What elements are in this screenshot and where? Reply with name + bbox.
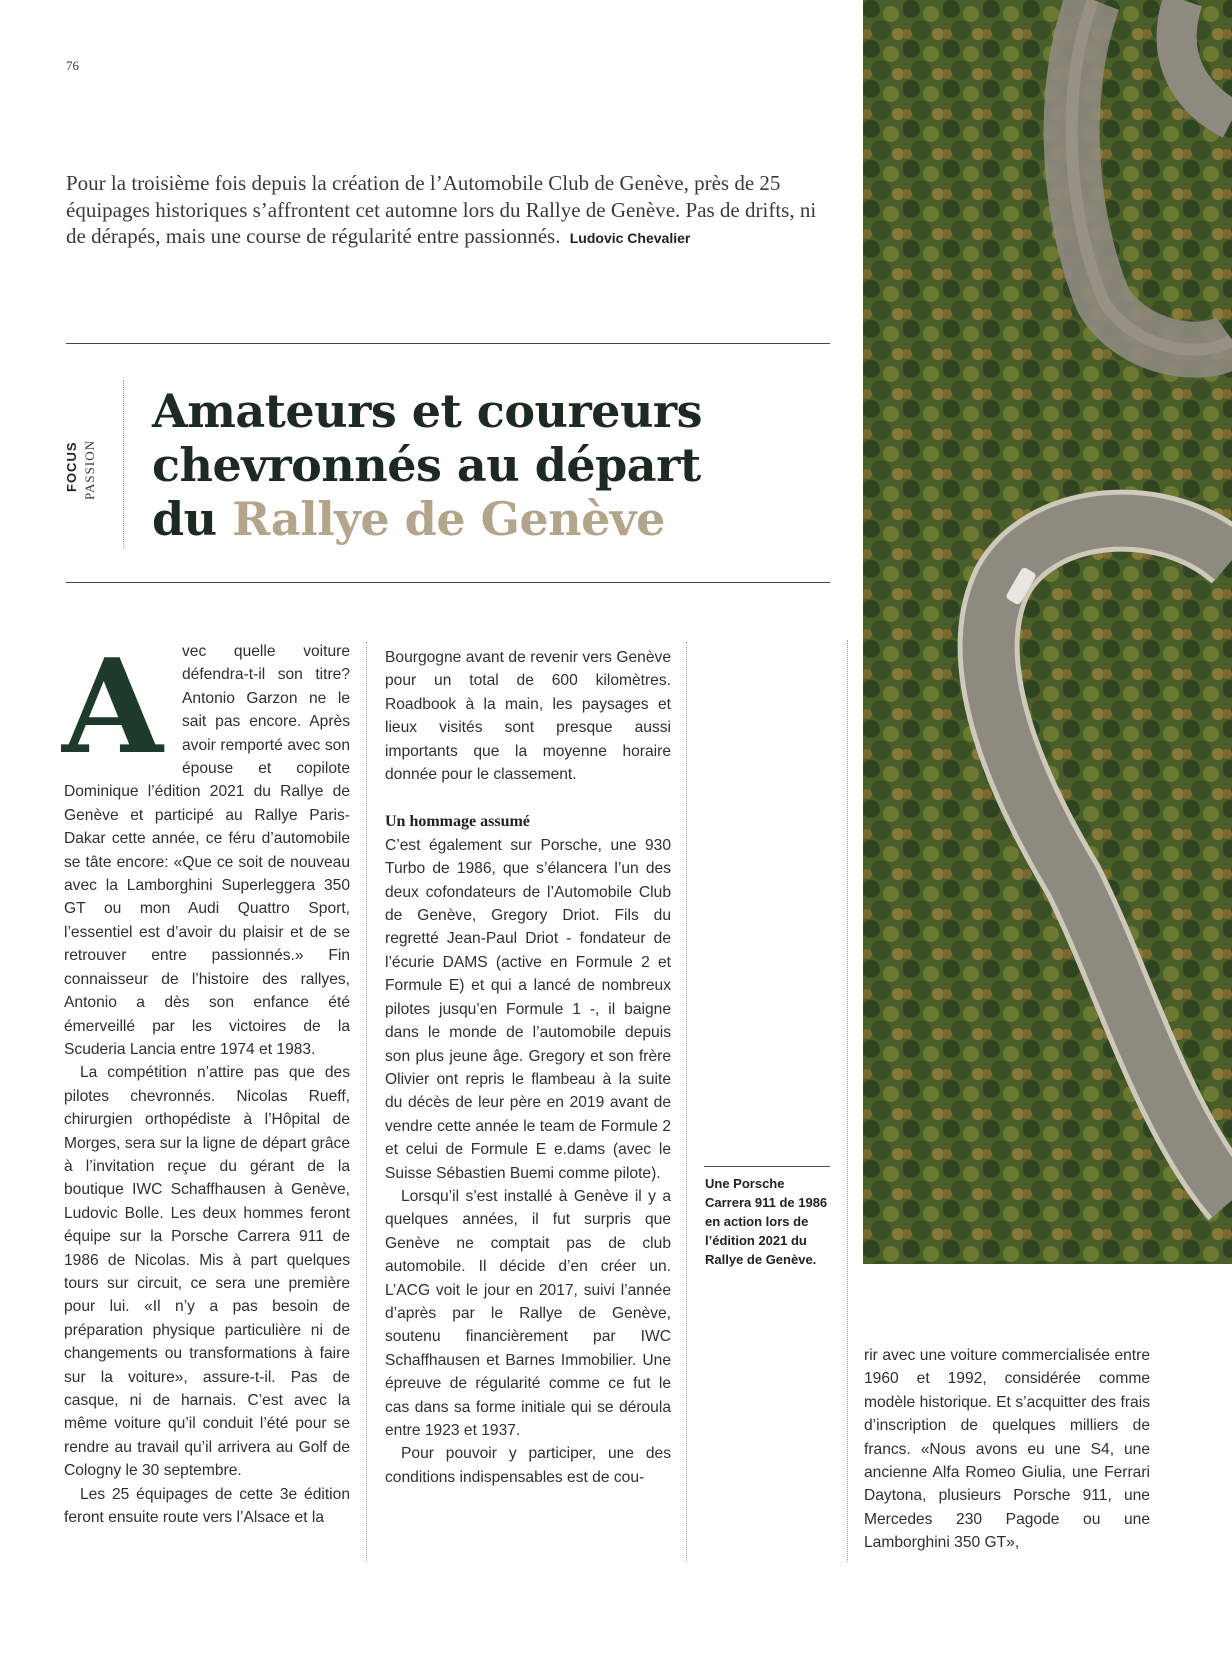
rubric-separator [123,380,124,548]
paragraph: Les 25 équipages de cette 3e édition feront ensuite route vers l’Alsace et la [64,1485,350,1527]
paragraph: vec quelle voiture défendra-t-il son titre? Antonio Garzon ne le sait pas encore. Après avoir remporté avec son épouse et copilote Dominique l’édition 2021 du Rallye de Genève et participé au Rallye Paris-Dakar cette année, ce féru d’automobile se tâte encore: «Que ce soit de nouveau avec la Lamborghini Superleggera 350 GT ou mon Audi Quattro Sport, l’essentiel est d’avoir du plaisir et de se retrouver entre passionnés.» Fin connaisseur de l’histoire des rallyes, Antonio a dès son enfance été émerveillé par les victoires de la Scuderia Lancia entre 1974 et 1983. [64,643,350,1058]
headline-accent: Rallye de Genève [232,492,665,546]
paragraph: C’est également sur Porsche, une 930 Turbo de 1986, que s’élancera l’un des deux cofondateurs de l’Automobile Club de Genève, Gregory Driot. Fils du regretté Jean-Paul Driot - fondateur de l’écurie DAMS (active en Formule 2 et Formule E) et qui a lancé de nombreux pilotes jusqu’en Formule 1 -, il baigne dans le monde de l’automobile depuis son plus jeune âge. Gregory et son frère Olivier ont repris le flambeau à la suite du décès de leur père en 2019 avant de vendre cette année le team de Formule 2 et celui de Formule E e.dams (avec le Suisse Sébastien Buemi comme pilote). [385,836,671,1182]
column-separator [686,642,687,1562]
subheading: Un hommage assumé [385,813,530,831]
bottom-divider [66,582,830,583]
photo-caption: Une Porsche Carrera 911 de 1986 en action lors de l’édition 2021 du Rallye de Genève. [705,1176,828,1267]
standfirst [66,170,836,252]
headline-line-2: chevronnés au départ [152,438,701,492]
top-divider [66,343,830,344]
article-column-1 [62,630,350,1529]
column-separator [366,642,367,1562]
paragraph: Lorsqu’il s’est installé à Genève il y a quelques années, il fut surpris que Genève ne comptait pas de club automobile. Il décide d’en créer un. L’ACG voit le jour en 2017, suivi l’année d’après par le Rallye de Genève, soutenu financièrement par IWC Schaffhausen et Barnes Immobilier. Une épreuve de régularité comme ce fut le cas dans sa forme initiale qui se déroula entre 1923 et 1937. [385,1187,671,1439]
rubric-focus: FOCUS [64,441,79,492]
article-column-3 [864,1344,1150,1555]
paragraph: Pour pouvoir y participer, une des conditions indispensables est de cou- [385,1445,671,1486]
paragraph: rir avec une voiture commercialisée entre 1960 et 1992, considérée comme modèle historique. Et s’acquitter des frais d’inscription de quelques milliers de francs. «Nous avons eu une S4, une ancienne Alfa Romeo Giulia, une Ferrari Daytona, plusieurs Porsche 911, une Mercedes 230 Pagode ou une Lamborghini 350 GT», [864,1347,1150,1552]
author-byline: Ludovic Chevalier [569,230,691,246]
paragraph: La compétition n’attire pas que des pilotes chevronnés. Nicolas Rueff, chirurgien orthopédiste à l’Hôpital de Morges, sera sur la ligne de départ grâce à l’invitation reçue du gérant de la boutique IWC Schaffhausen à Genève, Ludovic Bolle. Les deux hommes feront équipe sur la Porsche Carrera 911 de 1986 de Nicolas. Mis à part quelques tours sur circuit, ce sera une première pour lui. «Il n’y a pas besoin de préparation physique particulière ni de changements ou transformations à faire sur la voiture», assure-t-il. Pas de casque, ni de harnais. C’est avec la même voiture qu’il conduit l’été pour se rendre au travail qu’il arrivera au Golf de Cologny le 30 septembre. [64,1064,350,1480]
headline-line-1: Amateurs et coureurs [152,384,703,438]
headline-line-3: du [152,492,233,546]
aerial-road-photo [863,0,1232,1264]
article-column-2 [385,646,671,1489]
rubric-passion: PASSION [82,440,97,500]
column-separator [847,640,848,1562]
dropcap-letter: A [62,630,163,783]
section-rubric [60,430,106,500]
standfirst-text: Pour la troisième fois depuis la création de l’Automobile Club de Genève, près de 25 équipages historiques s’affrontent cet automne lors du Rallye de Genève. Pas de drifts, ni de dérapés, mais une course de régularité entre passionnés. [66,171,817,248]
article-headline [152,384,812,546]
dropcap [62,630,174,783]
caption-divider [704,1166,830,1167]
page-number: 76 [66,58,79,73]
road-illustration [863,0,1232,1264]
paragraph: Bourgogne avant de revenir vers Genève pour un total de 600 kilomètres. Roadbook à la main, les paysages et lieux visités sont presque aussi importants que la moyenne horaire donnée pour le classement. [385,649,671,784]
